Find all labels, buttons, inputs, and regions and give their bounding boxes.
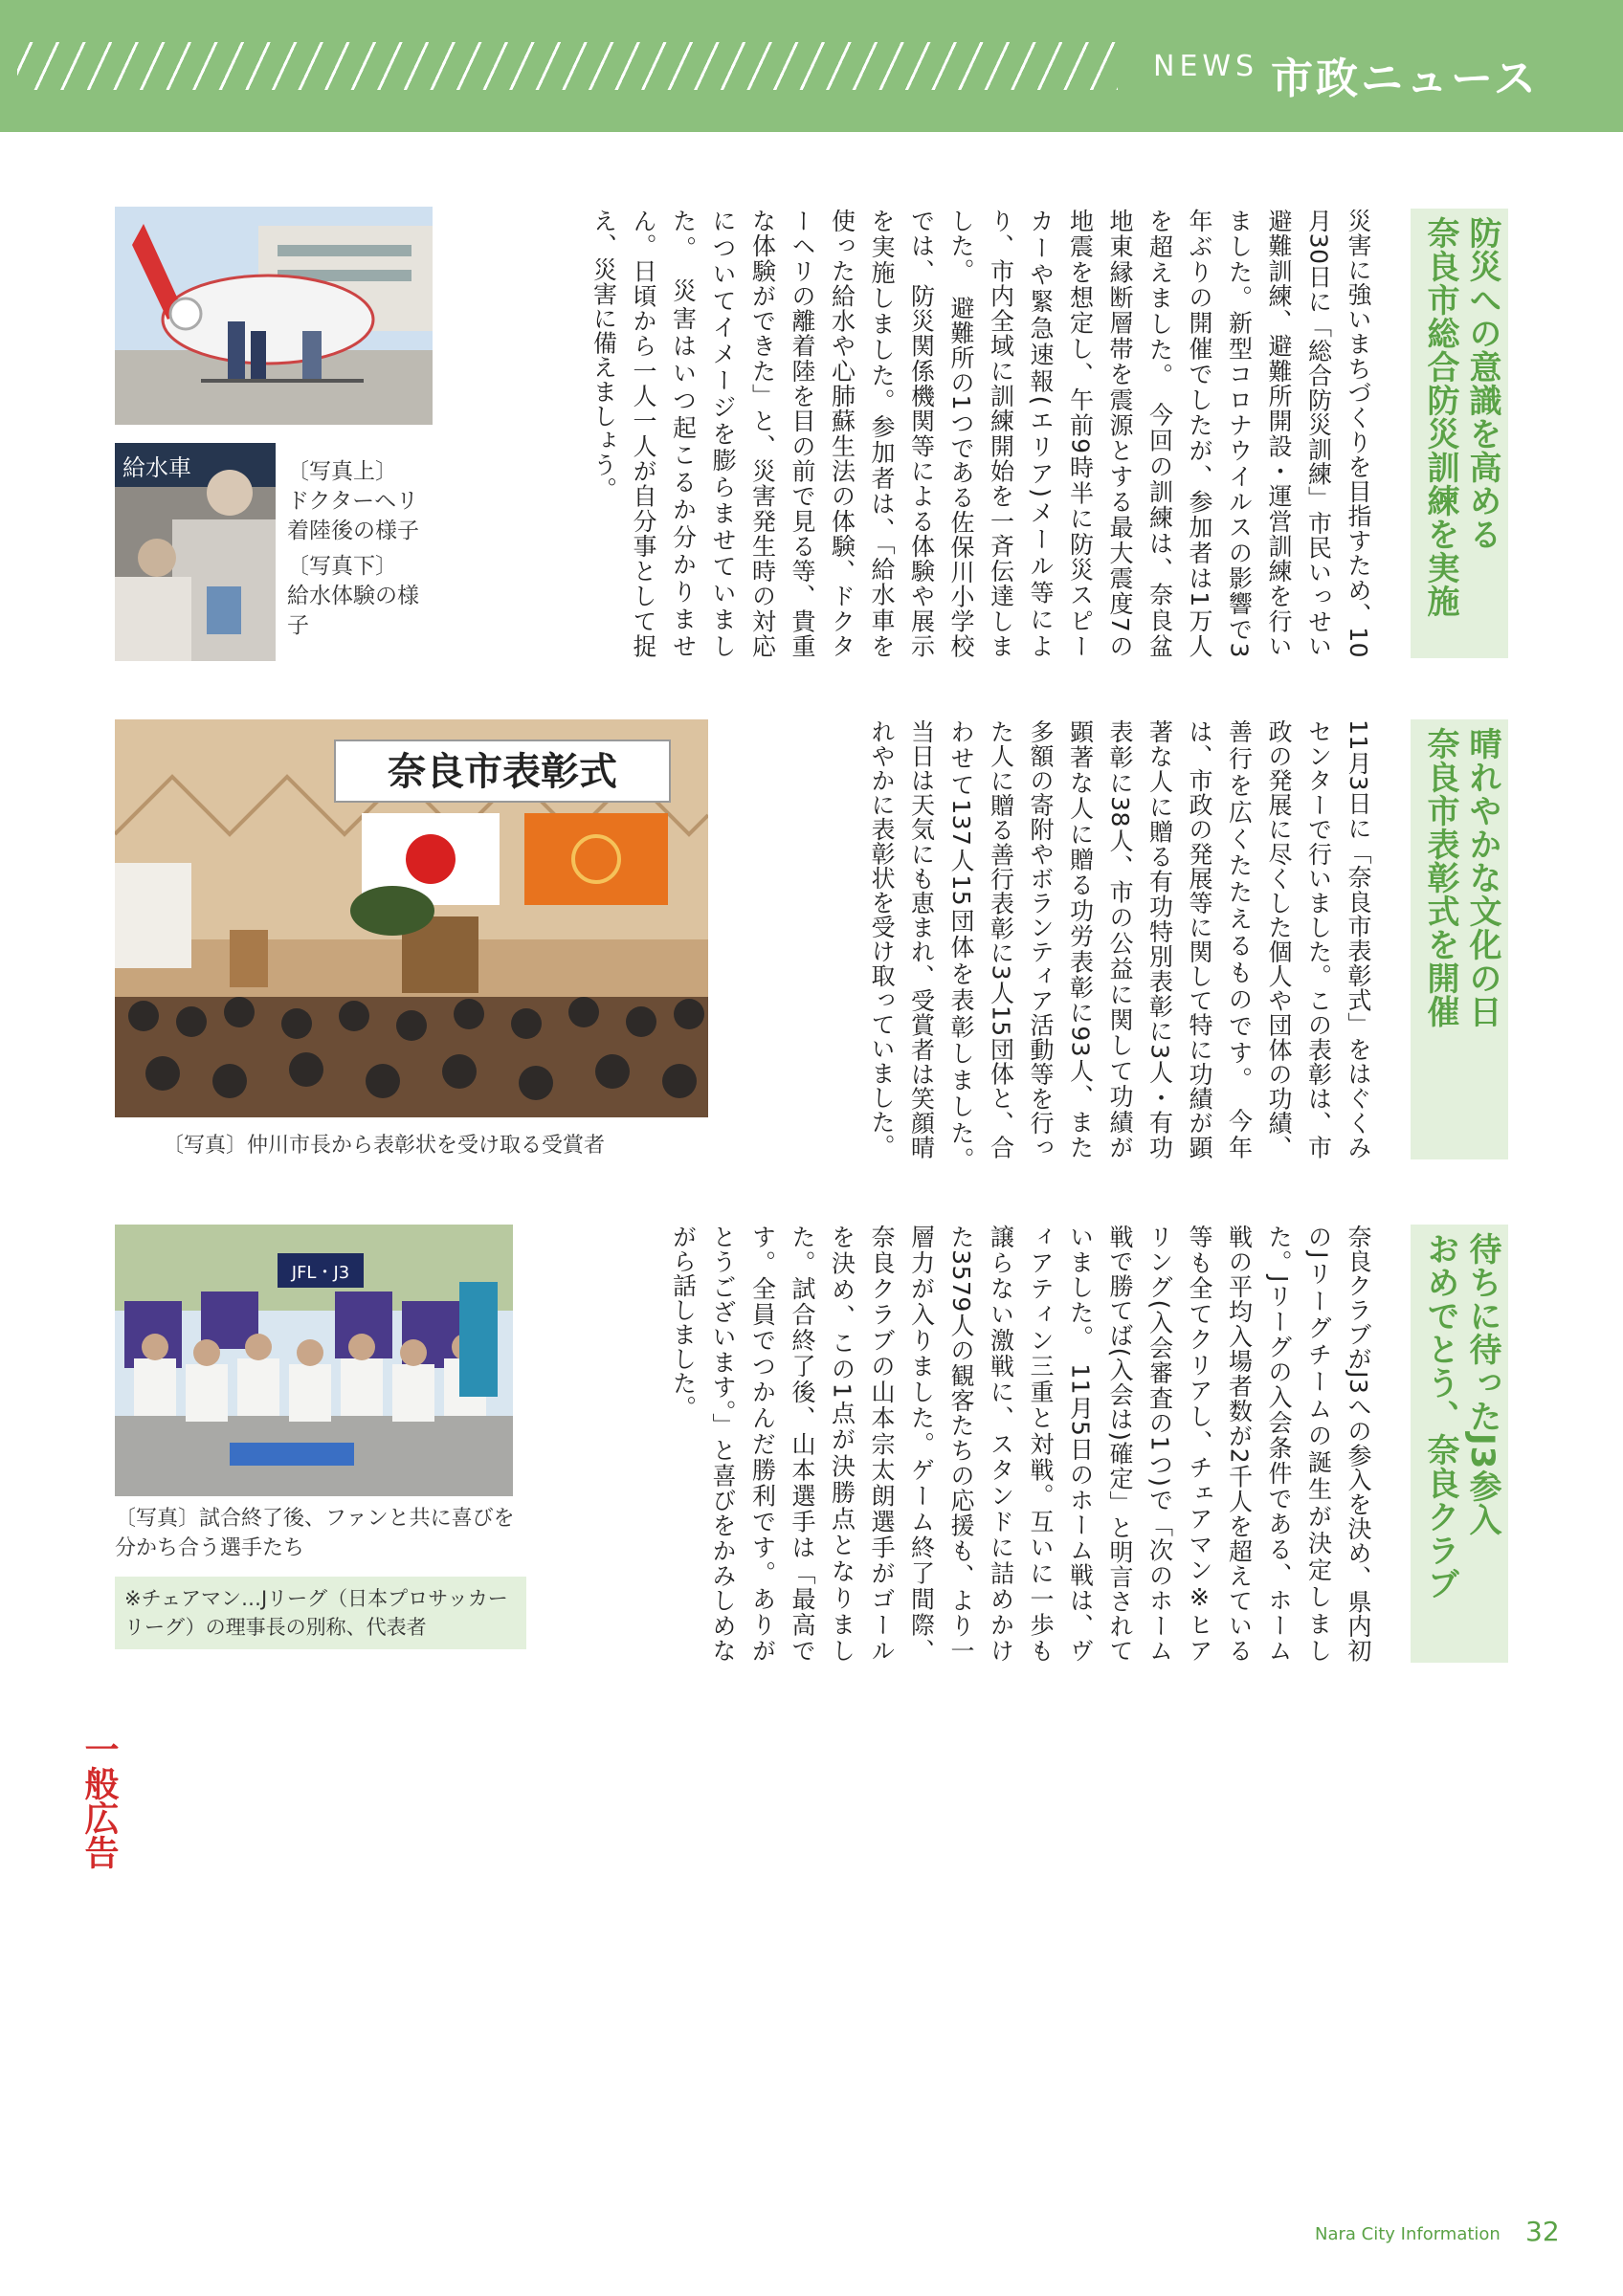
article3-note: ※チェアマン…Jリーグ（日本プロサッカーリーグ）の理事長の別称、代表者	[115, 1577, 526, 1649]
article3-heading-line2: おめでとう、奈良クラブ	[1421, 1232, 1459, 1601]
footer-label: Nara City Information	[1315, 2224, 1501, 2244]
article2-body: 11月3日に「奈良市表彰式」をはぐくみセンターで行いました。この表彰は、市政の発展に尽くした個人や団体の功績、善行を広くたたえるものです。 今年は、市政の発展等に関して特に功績が顕著な人に贈る有功特別表彰に3人・有功表彰に38人、市の公益に関して功績が顕著な人に贈る功労表彰に93人、また多額の寄附やボランティア活動等を行った人に贈る善行表彰に3人15団体と、合わせて137人15団体を表彰しました。 当日は天気にも恵まれ、受賞者は笑顔晴れやかに表彰状を受け取っていました。	[868, 719, 1372, 1184]
article1-heading-line1: 防災への意識を高める	[1463, 216, 1501, 551]
article3-caption-label: 〔写真〕	[115, 1507, 200, 1531]
article1-caption	[287, 457, 440, 641]
article3-caption-text: 試合終了後、ファンと共に喜びを分かち合う選手たち	[115, 1507, 515, 1560]
article3-heading-line1: 待ちに待ったJ3参入	[1463, 1232, 1501, 1537]
article3-caption	[115, 1504, 522, 1563]
article1-photo-helicopter	[115, 207, 433, 425]
team-photo-sign: JFL・J3	[291, 1263, 350, 1283]
header-slash-pattern	[17, 42, 1118, 90]
article2-photo-ceremony	[115, 719, 708, 1117]
header-news-label: NEWS	[1153, 50, 1259, 83]
article2-caption: 〔写真〕仲川市長から表彰状を受け取る受賞者	[163, 1134, 606, 1158]
article1-heading-line2: 奈良市総合防災訓練を実施	[1421, 216, 1459, 618]
article1-photo-water-supply	[115, 443, 276, 661]
page-header	[0, 0, 1623, 132]
article1-caption-top-label: 〔写真上〕	[287, 459, 397, 484]
advert-label: 一般広告	[79, 1732, 119, 1869]
ceremony-banner-text: 奈良市表彰式	[388, 750, 617, 794]
article1-caption-top: ドクターヘリ着陸後の様子	[287, 489, 419, 543]
article3-heading	[1411, 1225, 1508, 1663]
article1-caption-bottom-label: 〔写真下〕	[287, 554, 397, 579]
header-title: 市政ニュース	[1271, 55, 1539, 103]
article2-heading-line1: 晴れやかな文化の日	[1463, 727, 1501, 1028]
article2-heading-line2: 奈良市表彰式を開催	[1421, 727, 1459, 1028]
article2-heading	[1411, 719, 1508, 1159]
article3-photo-team	[115, 1225, 513, 1496]
page-number: 32	[1525, 2216, 1560, 2247]
article3-body: 奈良クラブがJ3への参入を決め、県内初のJリーグチームの誕生が決定しました。Jリーグの入会条件である、ホーム戦の平均入場者数が2千人を超えている等も全てクリアし、チェアマン※ヒアリング(入会審査の1つ)で「次のホーム戦で勝てば(入会は)確定」と明言されていました。 11月5日のホーム戦は、ヴィアティン三重と対戦。互いに一歩も譲らない激戦に、スタンドに詰めかけた3579人の観客たちの応援も、より一層力が入りました。ゲーム終了間際、奈良クラブの山本宗太朗選手がゴールを決め、この1点が決勝点となりました。試合終了後、山本選手は「最高です。全員でつかんだ勝利です。ありがとうございます。」と喜びをかみしめながら話しました。	[669, 1225, 1372, 1663]
water-truck-sign: 給水車	[122, 454, 191, 481]
article1-caption-bottom: 給水体験の様子	[287, 584, 419, 638]
article1-heading	[1411, 209, 1508, 658]
article1-body: 災害に強いまちづくりを目指すため、10月30日に「総合防災訓練」市民いっせい避難訓練、避難所開設・運営訓練を行いました。新型コロナウイルスの影響で3年ぶりの開催でしたが、参加者は1万人を超えました。 今回の訓練は、奈良盆地東縁断層帯を震源とする最大震度7の地震を想定し、午前9時半に防災スピーカーや緊急速報(エリア)メール等により、市内全域に訓練開始を一斉伝達しました。 避難所の1つである佐保川小学校では、防災関係機関等による体験や展示を実施しました。参加者は、「給水車を使った給水や心肺蘇生法の体験、ドクターヘリの離着陸を目の前で見る等、貴重な体験ができた」と、災害発生時の対応についてイメージを膨らませていました。 災害はいつ起こるか分かりません。日頃から一人一人が自分事として捉え、災害に備えましょう。	[589, 209, 1372, 659]
